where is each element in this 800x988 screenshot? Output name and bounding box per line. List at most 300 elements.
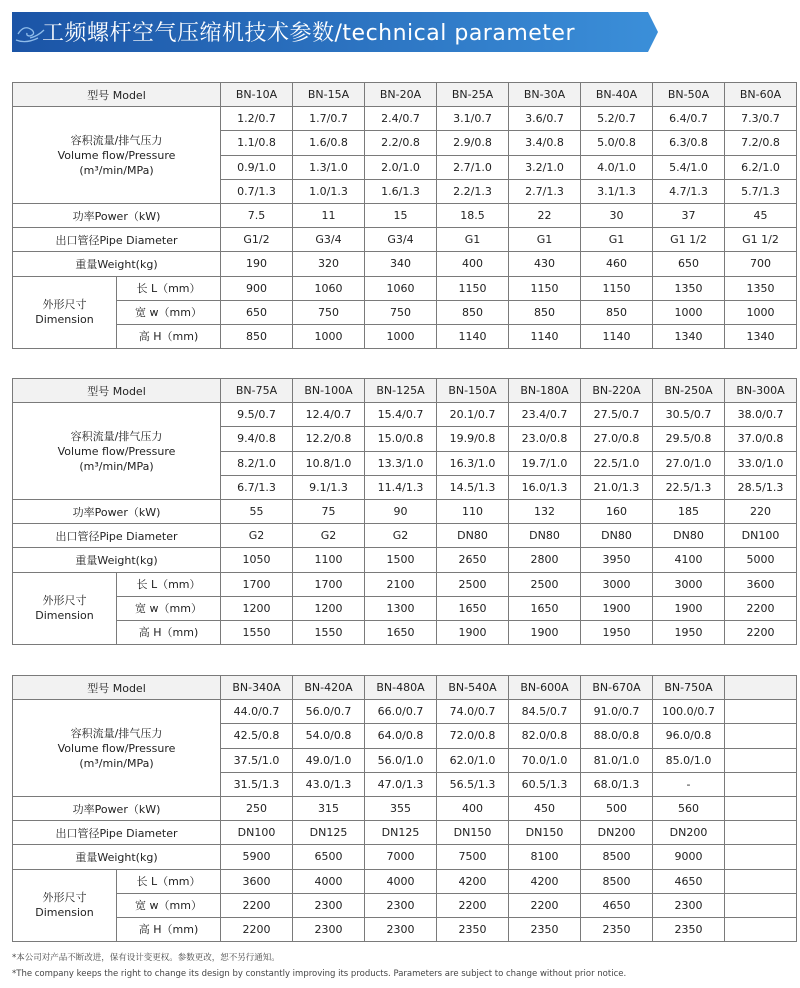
length-cell: 1060	[365, 276, 437, 300]
power-cell: 160	[581, 499, 653, 523]
height-cell: 1140	[581, 324, 653, 348]
footnote-en: *The company keeps the right to change its design by constantly improving its products. Parameters are subject to change without prior notice.	[12, 969, 627, 979]
power-cell	[725, 796, 797, 820]
dimension-height-row	[13, 324, 797, 348]
flow-cell: 21.0/1.3	[581, 475, 653, 499]
height-cell: 2350	[653, 917, 725, 941]
flow-cell: 64.0/0.8	[365, 724, 437, 748]
weight-cell: 7500	[437, 845, 509, 869]
dimension-label-line: Dimension	[35, 906, 94, 920]
length-cell: 1150	[509, 276, 581, 300]
flow-label	[13, 403, 221, 500]
width-cell: 2200	[221, 893, 293, 917]
power-cell: 22	[509, 203, 581, 227]
flow-cell: 4.0/1.0	[581, 155, 653, 179]
width-cell: 2200	[509, 893, 581, 917]
pipe-cell: DN200	[581, 821, 653, 845]
length-cell: 3000	[581, 572, 653, 596]
flow-cell: 19.9/0.8	[437, 427, 509, 451]
power-cell: 185	[653, 499, 725, 523]
width-label: 宽 w（mm）	[117, 596, 221, 620]
power-cell: 7.5	[221, 203, 293, 227]
weight-cell: 8500	[581, 845, 653, 869]
length-cell: 3600	[725, 572, 797, 596]
flow-label-line: (m³/min/MPa)	[79, 163, 154, 177]
height-cell: 2350	[509, 917, 581, 941]
pipe-row	[13, 821, 797, 845]
power-cell: 45	[725, 203, 797, 227]
flow-label-line: Volume flow/Pressure	[57, 741, 176, 755]
width-cell: 2200	[725, 596, 797, 620]
dimension-height-row	[13, 620, 797, 644]
flow-cell: 37.5/1.0	[221, 748, 293, 772]
weight-cell: 5000	[725, 548, 797, 572]
length-cell: 1700	[221, 572, 293, 596]
height-cell: 1000	[365, 324, 437, 348]
length-cell: 2500	[437, 572, 509, 596]
length-cell: 900	[221, 276, 293, 300]
length-label: 长 L（mm）	[117, 572, 221, 596]
length-cell	[725, 869, 797, 893]
weight-label: 重量Weight(kg)	[13, 252, 221, 276]
spec-table-3	[12, 675, 797, 942]
flow-cell: 42.5/0.8	[221, 724, 293, 748]
length-cell: 1700	[293, 572, 365, 596]
flow-cell: 20.1/0.7	[437, 403, 509, 427]
length-cell: 1150	[581, 276, 653, 300]
pipe-label: 出口管径Pipe Diameter	[13, 821, 221, 845]
flow-cell: 3.4/0.8	[509, 131, 581, 155]
flow-cell: 3.2/1.0	[509, 155, 581, 179]
width-label: 宽 w（mm）	[117, 893, 221, 917]
width-cell: 850	[437, 300, 509, 324]
model-cell: BN-50A	[653, 83, 725, 107]
model-cell: BN-100A	[293, 379, 365, 403]
flow-cell: 2.7/1.3	[509, 179, 581, 203]
flow-cell: 96.0/0.8	[653, 724, 725, 748]
power-cell: 15	[365, 203, 437, 227]
power-cell: 90	[365, 499, 437, 523]
spec-table-1	[12, 82, 797, 349]
footnotes	[12, 950, 792, 982]
model-cell: BN-60A	[725, 83, 797, 107]
length-cell: 1060	[293, 276, 365, 300]
flow-row	[13, 700, 797, 724]
width-cell: 850	[581, 300, 653, 324]
flow-cell: 2.4/0.7	[365, 107, 437, 131]
width-cell	[725, 893, 797, 917]
flow-cell: 8.2/1.0	[221, 451, 293, 475]
weight-cell: 1050	[221, 548, 293, 572]
flow-cell	[725, 748, 797, 772]
flow-cell	[725, 724, 797, 748]
length-cell: 2500	[509, 572, 581, 596]
length-cell: 4000	[293, 869, 365, 893]
pipe-cell: DN150	[509, 821, 581, 845]
width-label: 宽 w（mm）	[117, 300, 221, 324]
flow-cell: 28.5/1.3	[725, 475, 797, 499]
model-cell: BN-20A	[365, 83, 437, 107]
flow-cell: 16.3/1.0	[437, 451, 509, 475]
height-cell: 2200	[725, 620, 797, 644]
flow-cell: 29.5/0.8	[653, 427, 725, 451]
power-cell: 18.5	[437, 203, 509, 227]
flow-cell: 22.5/1.3	[653, 475, 725, 499]
weight-cell: 6500	[293, 845, 365, 869]
flow-cell: 2.0/1.0	[365, 155, 437, 179]
model-cell: BN-30A	[509, 83, 581, 107]
pipe-cell	[725, 821, 797, 845]
flow-cell	[725, 772, 797, 796]
power-cell: 355	[365, 796, 437, 820]
flow-cell: 6.4/0.7	[653, 107, 725, 131]
height-cell: 1950	[653, 620, 725, 644]
width-cell: 1200	[221, 596, 293, 620]
flow-cell: 12.2/0.8	[293, 427, 365, 451]
flow-cell: 15.4/0.7	[365, 403, 437, 427]
length-cell: 3000	[653, 572, 725, 596]
flow-label-line: (m³/min/MPa)	[79, 459, 154, 473]
page-title: 工频螺杆空气压缩机技术参数/technical parameter	[42, 21, 575, 46]
weight-cell: 2650	[437, 548, 509, 572]
flow-label	[13, 107, 221, 204]
flow-cell: 85.0/1.0	[653, 748, 725, 772]
flow-cell: 0.9/1.0	[221, 155, 293, 179]
height-cell: 1650	[365, 620, 437, 644]
dimension-width-row	[13, 596, 797, 620]
width-cell: 750	[365, 300, 437, 324]
pipe-row	[13, 524, 797, 548]
flow-label-line: Volume flow/Pressure	[57, 444, 176, 458]
width-cell: 1300	[365, 596, 437, 620]
length-cell: 1150	[437, 276, 509, 300]
width-cell: 4650	[581, 893, 653, 917]
model-cell: BN-125A	[365, 379, 437, 403]
flow-label-line: 容积流量/排气压力	[70, 133, 163, 147]
height-label: 高 H（mm)	[117, 917, 221, 941]
flow-cell: 66.0/0.7	[365, 700, 437, 724]
model-cell: BN-600A	[509, 676, 581, 700]
pipe-row	[13, 228, 797, 252]
dimension-label-line: 外形尺寸	[42, 298, 87, 312]
flow-cell: 30.5/0.7	[653, 403, 725, 427]
power-cell: 450	[509, 796, 581, 820]
weight-row	[13, 252, 797, 276]
power-row	[13, 203, 797, 227]
flow-cell: 5.2/0.7	[581, 107, 653, 131]
flow-row	[13, 107, 797, 131]
height-cell: 1000	[293, 324, 365, 348]
flow-cell: 2.7/1.0	[437, 155, 509, 179]
length-cell: 2100	[365, 572, 437, 596]
flow-label-line: Volume flow/Pressure	[57, 148, 176, 162]
length-cell: 3600	[221, 869, 293, 893]
model-cell: BN-750A	[653, 676, 725, 700]
flow-cell: 37.0/0.8	[725, 427, 797, 451]
pipe-cell: G1	[437, 228, 509, 252]
power-cell: 11	[293, 203, 365, 227]
flow-cell: 2.2/0.8	[365, 131, 437, 155]
power-cell: 250	[221, 796, 293, 820]
weight-cell: 5900	[221, 845, 293, 869]
height-cell: 1340	[725, 324, 797, 348]
flow-cell: 6.2/1.0	[725, 155, 797, 179]
weight-cell: 650	[653, 252, 725, 276]
pipe-cell: G1 1/2	[653, 228, 725, 252]
weight-label: 重量Weight(kg)	[13, 548, 221, 572]
weight-cell: 460	[581, 252, 653, 276]
pipe-cell: G1 1/2	[725, 228, 797, 252]
pipe-cell: DN125	[293, 821, 365, 845]
flow-cell: 56.0/1.0	[365, 748, 437, 772]
flow-cell: 0.7/1.3	[221, 179, 293, 203]
model-cell: BN-250A	[653, 379, 725, 403]
model-cell: BN-10A	[221, 83, 293, 107]
pipe-cell: DN80	[653, 524, 725, 548]
height-cell: 1550	[221, 620, 293, 644]
flow-cell: 15.0/0.8	[365, 427, 437, 451]
pipe-cell: G2	[365, 524, 437, 548]
weight-label: 重量Weight(kg)	[13, 845, 221, 869]
model-row	[13, 379, 797, 403]
pipe-cell: G2	[221, 524, 293, 548]
flow-label-line: (m³/min/MPa)	[79, 756, 154, 770]
flow-cell: 49.0/1.0	[293, 748, 365, 772]
model-label: 型号 Model	[13, 676, 221, 700]
height-cell: 850	[221, 324, 293, 348]
flow-cell: 3.1/1.3	[581, 179, 653, 203]
power-label: 功率Power（kW)	[13, 499, 221, 523]
flow-cell: 88.0/0.8	[581, 724, 653, 748]
pipe-cell: DN80	[509, 524, 581, 548]
width-cell: 1650	[509, 596, 581, 620]
pipe-cell: DN200	[653, 821, 725, 845]
flow-cell: 19.7/1.0	[509, 451, 581, 475]
weight-cell: 340	[365, 252, 437, 276]
spec-table-2	[12, 378, 797, 645]
length-cell: 4650	[653, 869, 725, 893]
width-cell: 1900	[581, 596, 653, 620]
model-cell: BN-480A	[365, 676, 437, 700]
flow-cell: 43.0/1.3	[293, 772, 365, 796]
weight-cell: 9000	[653, 845, 725, 869]
flow-cell: 9.4/0.8	[221, 427, 293, 451]
flow-cell: 47.0/1.3	[365, 772, 437, 796]
title-banner	[12, 12, 658, 52]
dimension-width-row	[13, 300, 797, 324]
model-label: 型号 Model	[13, 379, 221, 403]
weight-cell	[725, 845, 797, 869]
pipe-cell: G3/4	[365, 228, 437, 252]
weight-cell: 400	[437, 252, 509, 276]
weight-cell: 320	[293, 252, 365, 276]
model-cell: BN-340A	[221, 676, 293, 700]
power-cell: 132	[509, 499, 581, 523]
flow-cell: 9.1/1.3	[293, 475, 365, 499]
power-cell: 55	[221, 499, 293, 523]
model-label: 型号 Model	[13, 83, 221, 107]
width-cell: 1000	[653, 300, 725, 324]
model-cell: BN-300A	[725, 379, 797, 403]
power-cell: 220	[725, 499, 797, 523]
flow-cell: 44.0/0.7	[221, 700, 293, 724]
model-cell: BN-25A	[437, 83, 509, 107]
flow-cell	[725, 700, 797, 724]
flow-cell: 7.3/0.7	[725, 107, 797, 131]
power-cell: 37	[653, 203, 725, 227]
flow-label	[13, 700, 221, 797]
flow-cell: 5.0/0.8	[581, 131, 653, 155]
height-cell: 1900	[509, 620, 581, 644]
width-cell: 2300	[293, 893, 365, 917]
weight-cell: 1500	[365, 548, 437, 572]
width-cell: 2200	[437, 893, 509, 917]
flow-cell: 27.0/0.8	[581, 427, 653, 451]
flow-cell: 81.0/1.0	[581, 748, 653, 772]
flow-cell: 1.7/0.7	[293, 107, 365, 131]
dimension-width-row	[13, 893, 797, 917]
flow-cell: 6.7/1.3	[221, 475, 293, 499]
weight-cell: 8100	[509, 845, 581, 869]
flow-cell: 13.3/1.0	[365, 451, 437, 475]
dimension-length-row	[13, 869, 797, 893]
flow-cell: 1.0/1.3	[293, 179, 365, 203]
height-cell: 2300	[365, 917, 437, 941]
model-cell: BN-540A	[437, 676, 509, 700]
power-cell: 75	[293, 499, 365, 523]
model-cell: BN-15A	[293, 83, 365, 107]
flow-cell: 14.5/1.3	[437, 475, 509, 499]
dimension-label-line: 外形尺寸	[42, 891, 87, 905]
power-row	[13, 796, 797, 820]
width-cell: 1000	[725, 300, 797, 324]
weight-cell: 430	[509, 252, 581, 276]
pipe-label: 出口管径Pipe Diameter	[13, 524, 221, 548]
height-cell: 2300	[293, 917, 365, 941]
weight-cell: 190	[221, 252, 293, 276]
height-cell	[725, 917, 797, 941]
flow-label-line: 容积流量/排气压力	[70, 726, 163, 740]
flow-cell: 6.3/0.8	[653, 131, 725, 155]
flow-cell: 68.0/1.3	[581, 772, 653, 796]
flow-row	[13, 403, 797, 427]
pipe-cell: G3/4	[293, 228, 365, 252]
model-row	[13, 676, 797, 700]
length-cell: 8500	[581, 869, 653, 893]
width-cell: 1200	[293, 596, 365, 620]
power-cell: 110	[437, 499, 509, 523]
flow-cell: 100.0/0.7	[653, 700, 725, 724]
height-label: 高 H（mm)	[117, 620, 221, 644]
flow-cell: 84.5/0.7	[509, 700, 581, 724]
flow-cell: 74.0/0.7	[437, 700, 509, 724]
pipe-cell: DN150	[437, 821, 509, 845]
height-cell: 1340	[653, 324, 725, 348]
width-cell: 750	[293, 300, 365, 324]
power-cell: 560	[653, 796, 725, 820]
flow-cell: 4.7/1.3	[653, 179, 725, 203]
flow-cell: 56.5/1.3	[437, 772, 509, 796]
flow-cell: 1.3/1.0	[293, 155, 365, 179]
dimension-label	[13, 276, 117, 349]
model-cell: BN-420A	[293, 676, 365, 700]
flow-cell: 72.0/0.8	[437, 724, 509, 748]
model-cell	[725, 676, 797, 700]
width-cell: 2300	[653, 893, 725, 917]
flow-cell: 7.2/0.8	[725, 131, 797, 155]
height-cell: 1140	[509, 324, 581, 348]
width-cell: 650	[221, 300, 293, 324]
flow-cell: 38.0/0.7	[725, 403, 797, 427]
model-cell: BN-180A	[509, 379, 581, 403]
flow-cell: 3.6/0.7	[509, 107, 581, 131]
flow-cell: 5.4/1.0	[653, 155, 725, 179]
flow-label-line: 容积流量/排气压力	[70, 429, 163, 443]
power-cell: 400	[437, 796, 509, 820]
dimension-length-row	[13, 276, 797, 300]
length-cell: 4200	[437, 869, 509, 893]
pipe-cell: DN100	[221, 821, 293, 845]
pipe-cell: DN125	[365, 821, 437, 845]
flow-cell: 1.1/0.8	[221, 131, 293, 155]
dimension-height-row	[13, 917, 797, 941]
model-row	[13, 83, 797, 107]
model-cell: BN-220A	[581, 379, 653, 403]
weight-cell: 7000	[365, 845, 437, 869]
flow-cell: 22.5/1.0	[581, 451, 653, 475]
flow-cell: 5.7/1.3	[725, 179, 797, 203]
flow-cell: 11.4/1.3	[365, 475, 437, 499]
power-cell: 315	[293, 796, 365, 820]
pipe-label: 出口管径Pipe Diameter	[13, 228, 221, 252]
pipe-cell: DN100	[725, 524, 797, 548]
height-label: 高 H（mm)	[117, 324, 221, 348]
power-label: 功率Power（kW)	[13, 203, 221, 227]
footnote-cn: *本公司对产品不断改进，保有设计变更权。参数更改，恕不另行通知。	[12, 953, 280, 963]
flow-cell: 12.4/0.7	[293, 403, 365, 427]
flow-cell: 2.2/1.3	[437, 179, 509, 203]
power-label: 功率Power（kW)	[13, 796, 221, 820]
height-cell: 1140	[437, 324, 509, 348]
model-cell: BN-670A	[581, 676, 653, 700]
dimension-label	[13, 869, 117, 942]
length-label: 长 L（mm）	[117, 869, 221, 893]
height-cell: 1550	[293, 620, 365, 644]
flow-cell: 31.5/1.3	[221, 772, 293, 796]
length-label: 长 L（mm）	[117, 276, 221, 300]
flow-cell: 33.0/1.0	[725, 451, 797, 475]
weight-row	[13, 548, 797, 572]
flow-cell: 27.5/0.7	[581, 403, 653, 427]
weight-cell: 2800	[509, 548, 581, 572]
dimension-length-row	[13, 572, 797, 596]
length-cell: 1350	[653, 276, 725, 300]
flow-cell: 3.1/0.7	[437, 107, 509, 131]
weight-cell: 1100	[293, 548, 365, 572]
width-cell: 1650	[437, 596, 509, 620]
model-cell: BN-75A	[221, 379, 293, 403]
length-cell: 4200	[509, 869, 581, 893]
flow-cell: 27.0/1.0	[653, 451, 725, 475]
flow-cell: -	[653, 772, 725, 796]
pipe-cell: G2	[293, 524, 365, 548]
flow-cell: 9.5/0.7	[221, 403, 293, 427]
flow-cell: 1.2/0.7	[221, 107, 293, 131]
power-cell: 500	[581, 796, 653, 820]
flow-cell: 23.0/0.8	[509, 427, 581, 451]
flow-cell: 2.9/0.8	[437, 131, 509, 155]
weight-cell: 4100	[653, 548, 725, 572]
